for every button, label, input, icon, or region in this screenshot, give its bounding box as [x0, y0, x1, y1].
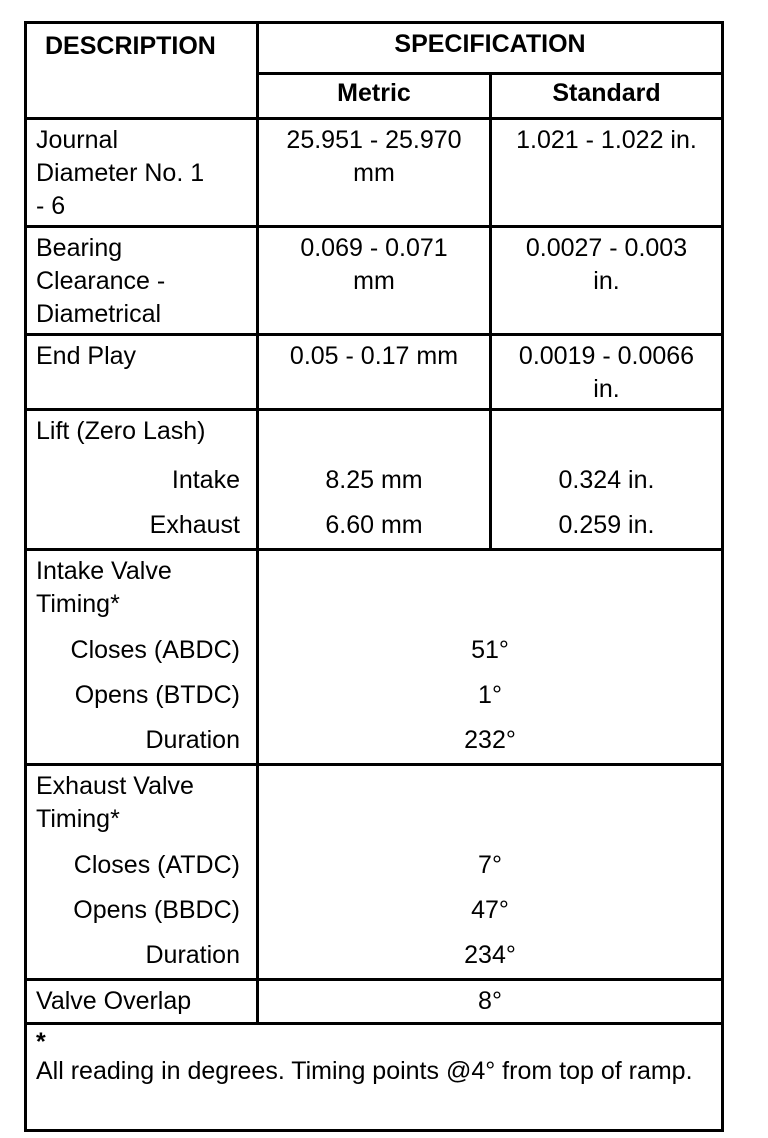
intake-opens-label: Opens (BTDC) [74, 681, 240, 709]
lift-standard [491, 410, 723, 550]
endplay-description: End Play [26, 335, 258, 410]
bearing-metric-line: 0.069 - 0.071 [300, 234, 448, 262]
overlap-description: Valve Overlap [26, 980, 258, 1024]
intake-timing-title-line: Timing* [36, 590, 120, 618]
header-specification: SPECIFICATION [258, 23, 723, 74]
row-intake-valve-timing [26, 550, 723, 765]
journal-description [26, 119, 258, 227]
journal-metric-line: mm [353, 159, 395, 187]
exhaust-timing-description [26, 765, 258, 980]
lift-description [26, 410, 258, 550]
row-end-play [26, 335, 723, 410]
bearing-standard-line: in. [593, 267, 620, 295]
bearing-desc-line: Bearing [36, 234, 123, 262]
lift-metric [258, 410, 491, 550]
exhaust-timing-title-line: Timing* [36, 805, 120, 833]
exhaust-timing-spacer [265, 770, 715, 843]
lift-exhaust-standard: 0.259 in. [558, 511, 655, 539]
intake-opens-value: 1° [478, 681, 502, 709]
row-valve-overlap [26, 980, 723, 1024]
exhaust-opens-value: 47° [471, 896, 509, 924]
exhaust-closes-value: 7° [478, 851, 502, 879]
footnote-marker: * [36, 1028, 46, 1056]
lift-intake-standard: 0.324 in. [558, 466, 655, 494]
exhaust-timing-values [258, 765, 723, 980]
exhaust-timing-title-line: Exhaust Valve [36, 772, 194, 800]
journal-standard: 1.021 - 1.022 in. [491, 119, 723, 227]
lift-intake-metric: 8.25 mm [325, 466, 423, 494]
lift-metric-spacer [265, 415, 483, 458]
bearing-description [26, 227, 258, 335]
overlap-value: 8° [258, 980, 723, 1024]
journal-desc-line: Journal [36, 126, 118, 154]
journal-metric-line: 25.951 - 25.970 [286, 126, 462, 154]
lift-intake-label: Intake [171, 466, 240, 494]
intake-closes-label: Closes (ABDC) [70, 636, 240, 664]
lift-exhaust-label: Exhaust [149, 511, 240, 539]
intake-duration-label: Duration [145, 726, 240, 754]
header-standard: Standard [491, 74, 723, 119]
header-row [26, 23, 723, 74]
intake-timing-spacer [265, 555, 715, 628]
row-footnote [26, 1024, 723, 1131]
journal-desc-line: - 6 [36, 192, 66, 220]
header-metric: Metric [258, 74, 491, 119]
bearing-metric-line: mm [353, 267, 395, 295]
intake-timing-title-line: Intake Valve [36, 557, 172, 585]
row-lift [26, 410, 723, 550]
exhaust-duration-value: 234° [464, 941, 516, 969]
intake-timing-values [258, 550, 723, 765]
bearing-desc-line: Clearance - [36, 267, 166, 295]
footnote-text: All reading in degrees. Timing points @4° from top of ramp. [36, 1057, 693, 1085]
row-journal-diameter [26, 119, 723, 227]
bearing-desc-line: Diametrical [36, 300, 162, 328]
endplay-standard [491, 335, 723, 410]
lift-standard-spacer [498, 415, 715, 458]
intake-closes-value: 51° [471, 636, 509, 664]
intake-duration-value: 232° [464, 726, 516, 754]
endplay-standard-line: 0.0019 - 0.0066 [518, 342, 695, 370]
exhaust-duration-label: Duration [145, 941, 240, 969]
camshaft-spec-table [24, 21, 724, 1132]
exhaust-opens-label: Opens (BBDC) [73, 896, 240, 924]
lift-exhaust-metric: 6.60 mm [325, 511, 423, 539]
journal-desc-line: Diameter No. 1 [36, 159, 205, 187]
bearing-standard [491, 227, 723, 335]
exhaust-closes-label: Closes (ATDC) [73, 851, 240, 879]
intake-timing-description [26, 550, 258, 765]
bearing-metric [258, 227, 491, 335]
endplay-metric: 0.05 - 0.17 mm [258, 335, 491, 410]
header-description: DESCRIPTION [26, 23, 258, 119]
lift-title: Lift (Zero Lash) [36, 417, 206, 445]
row-exhaust-valve-timing [26, 765, 723, 980]
journal-metric [258, 119, 491, 227]
row-bearing-clearance [26, 227, 723, 335]
footnote [26, 1024, 723, 1131]
endplay-standard-line: in. [593, 375, 620, 403]
bearing-standard-line: 0.0027 - 0.003 [525, 234, 688, 262]
